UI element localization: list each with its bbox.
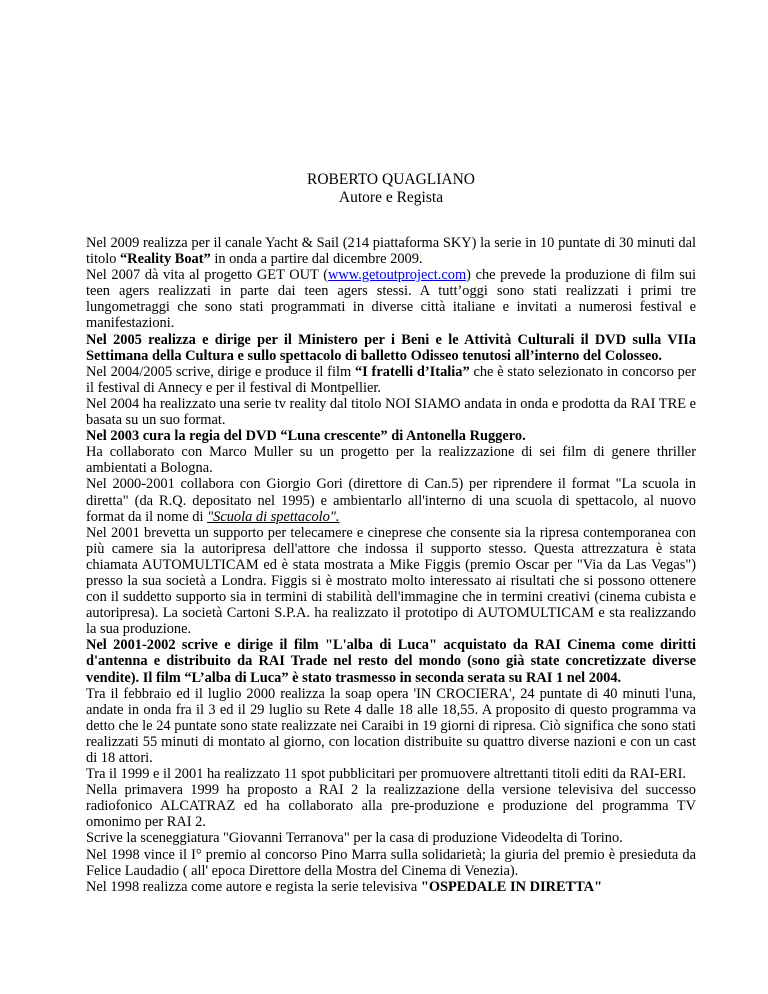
author-role: Autore e Regista [338, 189, 444, 206]
paragraph-2004: Nel 2004 ha realizzato una serie tv reality dal titolo NOI SIAMO andata in onda e prodotta da RAI TRE e basata su un suo format. [86, 395, 696, 429]
author-name: ROBERTO QUAGLIANO [307, 171, 475, 188]
title-ospedale-diretta: "OSPEDALE IN DIRETTA" [420, 878, 603, 895]
paragraph-2000-2001 [86, 476, 696, 524]
paragraph-2009 [86, 235, 696, 267]
paragraph-terranova: Scrive la sceneggiatura "Giovanni Terranova" per la casa di produzione Videodelta di Torino. [86, 830, 623, 847]
title-scuola-spettacolo: "Scuola di spettacolo". [207, 508, 340, 525]
paragraph-1999-alcatraz: Nella primavera 1999 ha proposto a RAI 2 la realizzazione della versione televisiva del successo radiofonico ALCATRAZ ed ha collaborato alla pre-produzione e produzione del programma TV omonimo per RAI 2. [86, 782, 696, 831]
paragraph-2005: Nel 2005 realizza e dirige per il Ministero per i Beni e le Attività Culturali il DVD sulla VIIa Settimana della Cultura e sullo spettacolo di balletto Odisseo tenutosi all’interno del Colosseo. [86, 331, 696, 364]
text-run: in onda a partire dal dicembre 2009. [210, 251, 423, 268]
text-run: Nel 2009 realizza per il canale Yacht & Sail (214 piattaforma SKY) la serie in 10 puntate di 30 minuti dal titolo [86, 235, 696, 268]
title-reality-boat: “Reality Boat” [119, 251, 211, 268]
paragraph-2000-crociera: Tra il febbraio ed il luglio 2000 realizza la soap opera 'IN CROCIERA', 24 puntate di 40 minuti l'una, andate in onda fra il 3 ed il 29 luglio su Rete 4 dalle 18 alle 18,55. A proposito di questo programma va detto che le 24 puntate sono state realizzate nei Caraibi in 19 giorni di ripresa. Ciò significa che sono stati realizzati 55 minuti di montato al giorno, con location distribuite su quattro diverse nazioni e con un cast di 18 attori. [86, 685, 696, 766]
text-run: Nel 2000-2001 collabora con Giorgio Gori (direttore di Can.5) per riprendere il format "La scuola in diretta" (da R.Q. depositato nel 1995) e ambientarlo all'interno di una scuola di spettacolo, al nuovo format da il nome di [86, 476, 696, 525]
paragraph-2004-2005 [86, 364, 696, 396]
text-run: che è stato selezionato in concorso per il festival di Annecy e per il festival di Montpellier. [86, 363, 697, 396]
paragraph-2007 [86, 267, 696, 331]
text-run: ) che prevede la produzione di film sui teen agers realizzati in parte dai teen agers stessi. A tutt’oggi sono stati realizzati i primi tre lungometraggi che sono stati programmati in diverse città italiane e invitati a numerosi festival e manifestazioni. [86, 267, 697, 332]
paragraph-muller: Ha collaborato con Marco Muller su un progetto per la realizzazione di sei film di genere thriller ambientati a Bologna. [86, 444, 696, 477]
title-fratelli-italia: “I fratelli d’Italia” [354, 363, 470, 380]
text-run: Nel 2004/2005 scrive, dirige e produce il film [86, 363, 355, 380]
text-run: Nel 2007 dà vita al progetto GET OUT ( [86, 267, 328, 284]
paragraph-2003: Nel 2003 cura la regia del DVD “Luna crescente” di Antonella Ruggero. [86, 428, 526, 445]
paragraph-1999-2001: Tra il 1999 e il 2001 ha realizzato 11 spot pubblicitari per promuovere altrettanti titoli editi da RAI-ERI. [86, 766, 686, 783]
paragraph-1998-premio: Nel 1998 vince il I° premio al concorso Pino Marra sulla solidarietà; la giuria del premio è presieduta da Felice Laudadio ( all' epoca Direttore della Mostra del Cinema di Venezia). [86, 846, 696, 879]
text-run: Nel 1998 realizza come autore e regista la serie televisiva [86, 878, 421, 895]
paragraph-2001-automulticam: Nel 2001 brevetta un supporto per telecamere e cineprese che consente sia la ripresa contemporanea con più camere sia la autoripresa dell'attore che indossa il supporto stesso. Questa attrezzatura è stata chiamata AUTOMULTICAM ed è stata mostrata a Mike Figgis (premio Oscar per "Via da Las Vegas") presso la sua società a Londra. Figgis si è mostrato molto interessato ai risultati che si possono ottenere con il suddetto supporto sia in termini di stabilità dell'immagine che in termini creativi (cinema cubista e autoripresa). La società Cartoni S.P.A. ha realizzato il prototipo di AUTOMULTICAM e sta realizzando la sua produzione. [86, 524, 696, 638]
document-header [86, 171, 696, 207]
paragraph-1998-ospedale [86, 879, 696, 895]
paragraph-2001-2002: Nel 2001-2002 scrive e dirige il film "L'alba di Luca" acquistato da RAI Cinema come diritti d'antenna e distribuito da RAI Trade nel resto del mondo (sono già state concretizzate diverse vendite). Il film “L’alba di Luca” è stato trasmesso in seconda serata su RAI 1 nel 2004. [86, 637, 696, 686]
document-body [86, 235, 696, 895]
getout-link[interactable]: www.getoutproject.com [328, 267, 467, 284]
